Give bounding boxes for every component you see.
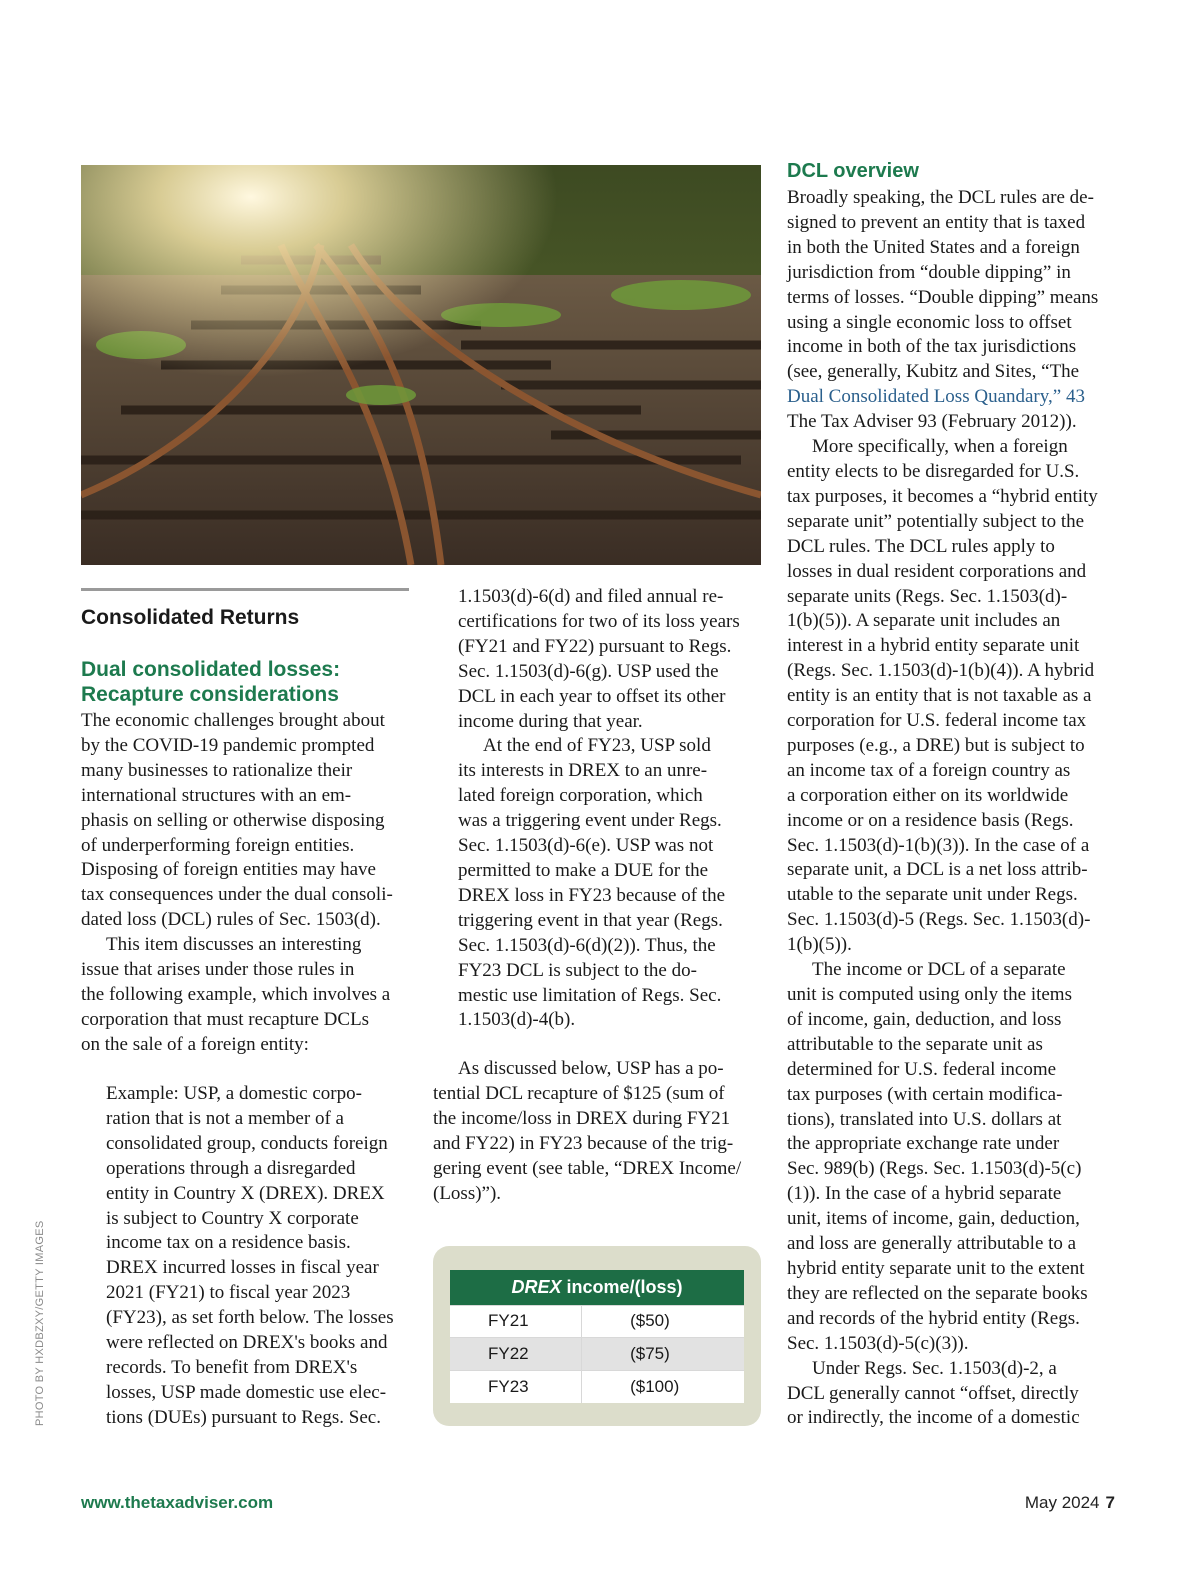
headline-line: Recapture considerations [81, 683, 339, 706]
text-line: corporation for U.S. federal income tax [787, 710, 1087, 732]
text-line: or indirectly, the income of a domestic [787, 1407, 1080, 1429]
article-link[interactable]: Dual Consolidated Loss Quandary,” 43 [787, 386, 1085, 408]
text-line: DREX loss in FY23 because of the [458, 884, 726, 906]
issue-date [1025, 1493, 1115, 1513]
table-title-rest: income/(loss) [561, 1276, 683, 1297]
text-line: FY23 DCL is subject to the do- [458, 959, 697, 981]
example-block [106, 1082, 411, 1431]
text-line: DCL rules. The DCL rules apply to [787, 535, 1055, 557]
text-line: was a triggering event under Regs. [458, 810, 722, 832]
table-title-italic: DREX [511, 1276, 562, 1297]
text-line: phasis on selling or otherwise disposing [81, 809, 385, 831]
text-line: its interests in DREX to an unre- [458, 760, 708, 782]
text-line: were reflected on DREX's books and [106, 1332, 388, 1354]
text-line: Sec. 1.1503(d)-5 (Regs. Sec. 1.1503(d)- [787, 909, 1091, 931]
table-row [450, 1338, 744, 1371]
text-line: Disposing of foreign entities may have [81, 859, 376, 881]
text-line: issue that arises under those rules in [81, 959, 355, 981]
text-line: Broadly speaking, the DCL rules are de- [787, 187, 1094, 208]
text-line: (FY21 and FY22) pursuant to Regs. [458, 635, 732, 657]
text-line: At the end of FY23, USP sold [483, 735, 711, 757]
section-label: Consolidated Returns [81, 606, 300, 629]
text-line: lated foreign corporation, which [458, 785, 703, 807]
text-line: (FY23), as set forth below. The losses [106, 1307, 394, 1329]
fiscal-year-cell: FY21 [450, 1305, 582, 1338]
text-line: entity is an entity that is not taxable as a [787, 685, 1092, 707]
text-line: More specifically, when a foreign [812, 436, 1068, 458]
fiscal-year-cell: FY22 [450, 1338, 582, 1371]
text-line: interest in a hybrid entity separate unit [787, 635, 1080, 657]
text-line: international structures with an em- [81, 784, 352, 806]
text-line: Sec. 1.1503(d)-6(d)(2)). Thus, the [458, 934, 716, 956]
text-line: 1(b)(5)). [787, 934, 852, 956]
article-headline [81, 657, 411, 707]
text-line: many businesses to rationalize their [81, 759, 353, 781]
text-line: an income tax of a foreign country as [787, 759, 1071, 781]
text-line: jurisdiction from “double dipping” in [787, 261, 1071, 283]
text-line: separate unit, a DCL is a net loss attrib- [787, 859, 1088, 881]
text-line: tax consequences under the dual consoli- [81, 884, 393, 906]
income-loss-cell: ($75) [582, 1338, 744, 1371]
text-line: tential DCL recapture of $125 (sum of [433, 1082, 725, 1104]
drex-income-table [450, 1270, 744, 1403]
text-line: is subject to Country X corporate [106, 1207, 359, 1229]
text-line: hybrid entity separate unit to the extent [787, 1257, 1085, 1279]
text-line: certifications for two of its loss years [458, 610, 740, 632]
column-2-text [458, 585, 758, 1033]
text-line: triggering event in that year (Regs. [458, 909, 723, 931]
text-line: tions (DUEs) pursuant to Regs. Sec. [106, 1406, 381, 1428]
text-line: DCL in each year to offset its other [458, 685, 726, 707]
railroad-tracks-photo [81, 165, 761, 565]
text-line: determined for U.S. federal income [787, 1058, 1057, 1080]
text-line: attributable to the separate unit as [787, 1033, 1043, 1055]
text-line: tax purposes (with certain modifica- [787, 1083, 1063, 1105]
railroad-illustration [81, 165, 761, 565]
text-line: losses in dual resident corporations and [787, 560, 1087, 582]
website-link[interactable]: www.thetaxadviser.com [81, 1493, 274, 1512]
text-line: on the sale of a foreign entity: [81, 1033, 309, 1055]
issue-month: May 2024 [1024, 1493, 1100, 1512]
text-line: operations through a disregarded [106, 1157, 356, 1179]
text-line: This item discusses an interesting [106, 934, 362, 956]
text-line: income tax on a residence basis. [106, 1232, 351, 1254]
text-line: income or on a residence basis (Regs. [787, 809, 1074, 831]
text-line: in both the United States and a foreign [787, 236, 1080, 258]
text-line: The income or DCL of a separate [812, 959, 1066, 981]
text-line: Sec. 1.1503(d)-6(g). USP used the [458, 660, 719, 682]
text-line: the appropriate exchange rate under [787, 1133, 1060, 1155]
text-line: Sec. 1.1503(d)-5(c)(3)). [787, 1332, 969, 1354]
text-line: 1.1503(d)-6(d) and filed annual re- [458, 586, 724, 607]
text-line: income in both of the tax jurisdictions [787, 336, 1077, 358]
column-3-text [787, 186, 1117, 1431]
text-line: and FY22) in FY23 because of the trig- [433, 1132, 734, 1154]
text-line: Sec. 989(b) (Regs. Sec. 1.1503(d)-5(c) [787, 1158, 1082, 1180]
text-line: dated loss (DCL) rules of Sec. 1503(d). [81, 909, 381, 931]
text-line: Example: USP, a domestic corpo- [106, 1083, 362, 1104]
text-line: tax purposes, it becomes a “hybrid entity [787, 485, 1098, 507]
text-line: terms of losses. “Double dipping” means [787, 286, 1099, 308]
table-row [450, 1305, 744, 1338]
text-line: the income/loss in DREX during FY21 [433, 1107, 731, 1129]
text-line: utable to the separate unit under Regs. [787, 884, 1078, 906]
text-line: permitted to make a DUE for the [458, 859, 709, 881]
text-line: using a single economic loss to offset [787, 311, 1072, 333]
headline-line: Dual consolidated losses: [81, 658, 341, 681]
text-line: signed to prevent an entity that is taxed [787, 211, 1086, 233]
text-line: Sec. 1.1503(d)-1(b)(3)). In the case of a [787, 834, 1090, 856]
text-line: Under Regs. Sec. 1.1503(d)-2, a [812, 1357, 1057, 1379]
text-line: (1)). In the case of a hybrid separate [787, 1183, 1062, 1205]
page-number: 7 [1105, 1493, 1115, 1512]
text-line: the following example, which involves a [81, 983, 391, 1005]
text-line: a corporation either on its worldwide [787, 784, 1069, 806]
text-line: The economic challenges brought about [81, 710, 385, 731]
text-line: they are reflected on the separate books [787, 1282, 1088, 1304]
text-line: consolidated group, conducts foreign [106, 1132, 388, 1154]
text-line: unit, items of income, gain, deduction, [787, 1208, 1080, 1230]
text-line: (see, generally, Kubitz and Sites, “The [787, 361, 1080, 383]
dcl-overview-heading: DCL overview [787, 160, 919, 182]
text-line: unit is computed using only the items [787, 984, 1072, 1005]
text-line: entity elects to be disregarded for U.S. [787, 460, 1080, 482]
text-line: tions), translated into U.S. dollars at [787, 1108, 1062, 1130]
table-row [450, 1370, 744, 1403]
text-line: (Loss)”). [433, 1182, 502, 1204]
text-line: As discussed below, USP has a po- [458, 1058, 724, 1079]
income-loss-cell: ($100) [582, 1370, 744, 1403]
text-line: separate units (Regs. Sec. 1.1503(d)- [787, 585, 1068, 607]
fiscal-year-cell: FY23 [450, 1370, 582, 1403]
text-line: separate unit” potentially subject to the [787, 510, 1085, 532]
text-line: mestic use limitation of Regs. Sec. [458, 984, 722, 1006]
text-line: and records of the hybrid entity (Regs. [787, 1307, 1080, 1329]
column-2-recapture [433, 1057, 758, 1206]
photo-credit: PHOTO BY HXDBZXY/GETTY IMAGES [34, 1220, 46, 1426]
table-title [450, 1270, 744, 1305]
text-line: records. To benefit from DREX's [106, 1356, 358, 1378]
text-line: DREX incurred losses in fiscal year [106, 1257, 379, 1279]
text-line: 1.1503(d)-4(b). [458, 1009, 576, 1031]
section-divider [81, 588, 409, 591]
text-line: ration that is not a member of a [106, 1107, 344, 1129]
text-line: by the COVID-19 pandemic prompted [81, 734, 375, 756]
text-line: corporation that must recapture DCLs [81, 1008, 370, 1030]
text-line: of underperforming foreign entities. [81, 834, 355, 856]
text-line: gering event (see table, “DREX Income/ [433, 1157, 742, 1179]
text-line: (Regs. Sec. 1.1503(d)-1(b)(4)). A hybrid [787, 660, 1095, 682]
text-line: Sec. 1.1503(d)-6(e). USP was not [458, 835, 714, 857]
text-line: 1(b)(5)). A separate unit includes an [787, 610, 1061, 632]
text-line: DCL generally cannot “offset, directly [787, 1382, 1079, 1404]
text-line: and loss are generally attributable to a [787, 1233, 1077, 1255]
text-line: losses, USP made domestic use elec- [106, 1381, 387, 1403]
text-line: purposes (e.g., a DRE) but is subject to [787, 734, 1085, 756]
text-line: 2021 (FY21) to fiscal year 2023 [106, 1282, 351, 1304]
text-line: income during that year. [458, 710, 643, 732]
text-line: of income, gain, deduction, and loss [787, 1008, 1062, 1030]
text-line: entity in Country X (DREX). DREX [106, 1182, 385, 1204]
text-line: The Tax Adviser 93 (February 2012)). [787, 411, 1077, 433]
column-1-intro [81, 709, 411, 1058]
income-loss-cell: ($50) [582, 1305, 744, 1338]
